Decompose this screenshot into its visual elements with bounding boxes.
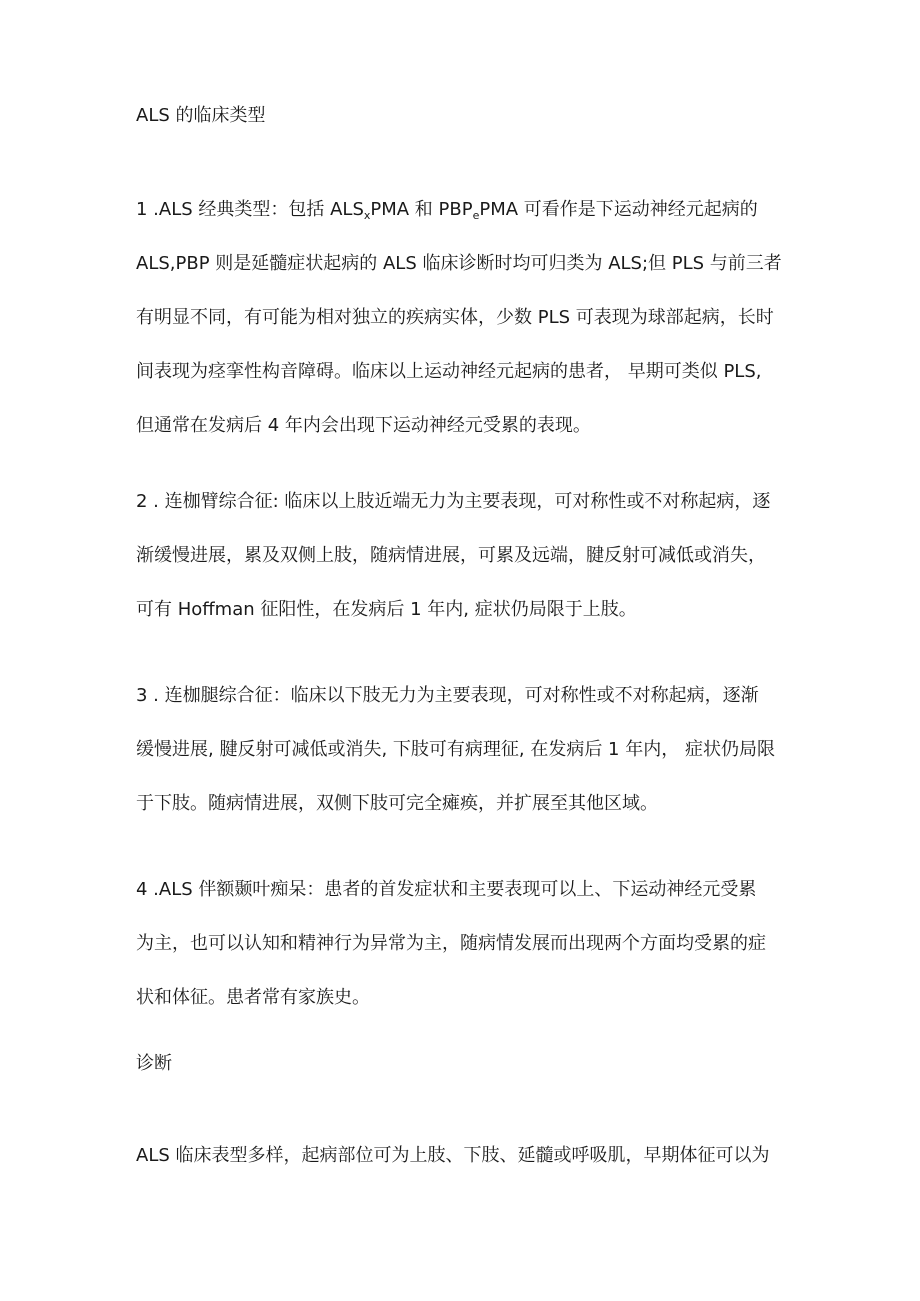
paragraph-als-ftd bbox=[136, 878, 796, 1010]
paragraph-line: 可有 Hoffman 征阳性，在发病后 1 年内, 症状仍局限于上肢。 bbox=[136, 599, 637, 620]
paragraph-line: ALS,PBP 则是延髓症状起病的 ALS 临床诊断时均可归类为 ALS;但 PLS 与前三者 bbox=[136, 253, 782, 274]
paragraph-line: 为主，也可以认知和精神行为异常为主，随病情发展而出现两个方面均受累的症 bbox=[136, 933, 766, 954]
paragraph-line: ALS 临床表型多样，起病部位可为上肢、下肢、延髓或呼吸肌，早期体征可以为 bbox=[136, 1145, 770, 1166]
paragraph-flail-leg bbox=[136, 684, 796, 816]
paragraph-flail-arm bbox=[136, 490, 796, 622]
paragraph-classic-als bbox=[136, 198, 796, 438]
paragraph-line: 有明显不同，有可能为相对独立的疾病实体，少数 PLS 可表现为球部起病，长时 bbox=[136, 307, 774, 328]
diagnosis-title: 诊断 bbox=[136, 1053, 172, 1074]
section-title: ALS 的临床类型 bbox=[136, 105, 266, 126]
paragraph-line: 间表现为痉挛性构音障碍。临床以上运动神经元起病的患者， 早期可类似 PLS, bbox=[136, 361, 762, 382]
paragraph-line: 渐缓慢进展，累及双侧上肢，随病情进展，可累及远端，腱反射可减低或消失， bbox=[136, 545, 766, 566]
paragraph-line: 缓慢进展, 腱反射可减低或消失, 下肢可有病理征, 在发病后 1 年内， 症状仍局限 bbox=[136, 739, 775, 760]
paragraph-line: 但通常在发病后 4 年内会出现下运动神经元受累的表现。 bbox=[136, 415, 591, 436]
paragraph-line: 于下肢。随病情进展，双侧下肢可完全瘫痪，并扩展至其他区域。 bbox=[136, 793, 658, 814]
paragraph-line: 3 . 连枷腿综合征：临床以下肢无力为主要表现，可对称性或不对称起病，逐渐 bbox=[136, 685, 759, 706]
paragraph-line: 1 .ALS 经典类型：包括 $ALS_xPMA$ 和 $PBP_ePMA$ 可看作是下运动神经元起病的 bbox=[136, 199, 758, 222]
paragraph-diagnosis bbox=[136, 1144, 796, 1168]
paragraph-line: 2 . 连枷臂综合征: 临床以上肢近端无力为主要表现，可对称性或不对称起病，逐 bbox=[136, 491, 771, 512]
paragraph-line: 4 .ALS 伴额颞叶痴呆：患者的首发症状和主要表现可以上、下运动神经元受累 bbox=[136, 879, 757, 900]
paragraph-line: 状和体征。患者常有家族史。 bbox=[136, 987, 370, 1008]
